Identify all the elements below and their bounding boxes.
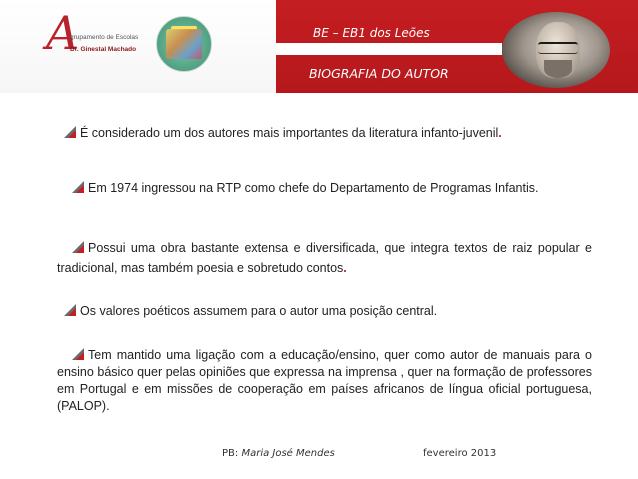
- paragraph-2: [57, 179, 592, 197]
- triangle-bullet-icon: [72, 348, 84, 360]
- footer-date: fevereiro 2013: [423, 448, 497, 459]
- paragraph-3: [57, 238, 592, 278]
- slide-title: BE – EB1 dos Leões: [313, 26, 430, 40]
- paragraph-text: Tem mantido uma ligação com a educação/ensino, quer como autor de manuais para o ensino básico quer pelas opiniões que expressa na imprensa , quer na formação de professores em Portugal e em missões de cooperação em países africanos de língua oficial portuguesa, (PALOP).: [57, 348, 592, 413]
- author-portrait: [502, 12, 610, 88]
- band-divider: [276, 43, 502, 55]
- paragraph-end: .: [343, 261, 347, 275]
- triangle-bullet-icon: [64, 304, 76, 316]
- paragraph-end: .: [498, 126, 502, 140]
- logo-school-name: Dr. Ginestal Machado: [70, 46, 137, 53]
- logo-organization: grupamento de Escolas: [70, 34, 139, 41]
- slide-header: [0, 0, 638, 93]
- footer-prefix: PB:: [222, 448, 239, 459]
- paragraph-text: É considerado um dos autores mais importantes da literatura infanto-juvenil: [80, 126, 499, 140]
- paragraph-5: [57, 347, 592, 415]
- slide-subtitle: BIOGRAFIA DO AUTOR: [309, 66, 449, 81]
- logo-letter: A: [46, 6, 80, 60]
- school-badge-image: [156, 16, 212, 72]
- triangle-bullet-icon: [72, 241, 84, 253]
- paragraph-4: [64, 302, 599, 320]
- footer-author: [222, 448, 335, 459]
- paragraph-1: [64, 124, 599, 142]
- triangle-bullet-icon: [72, 181, 84, 193]
- triangle-bullet-icon: [64, 126, 76, 138]
- paragraph-text: Possui uma obra bastante extensa e diversificada, que integra textos de raiz popular e tradicional, mas também poesia e sobretudo contos: [57, 241, 592, 275]
- footer-author-name: Maria José Mendes: [241, 448, 335, 459]
- paragraph-text: Os valores poéticos assumem para o autor uma posição central.: [80, 304, 438, 318]
- school-logo: [44, 6, 154, 66]
- paragraph-text: Em 1974 ingressou na RTP como chefe do Departamento de Programas Infantis.: [88, 181, 539, 195]
